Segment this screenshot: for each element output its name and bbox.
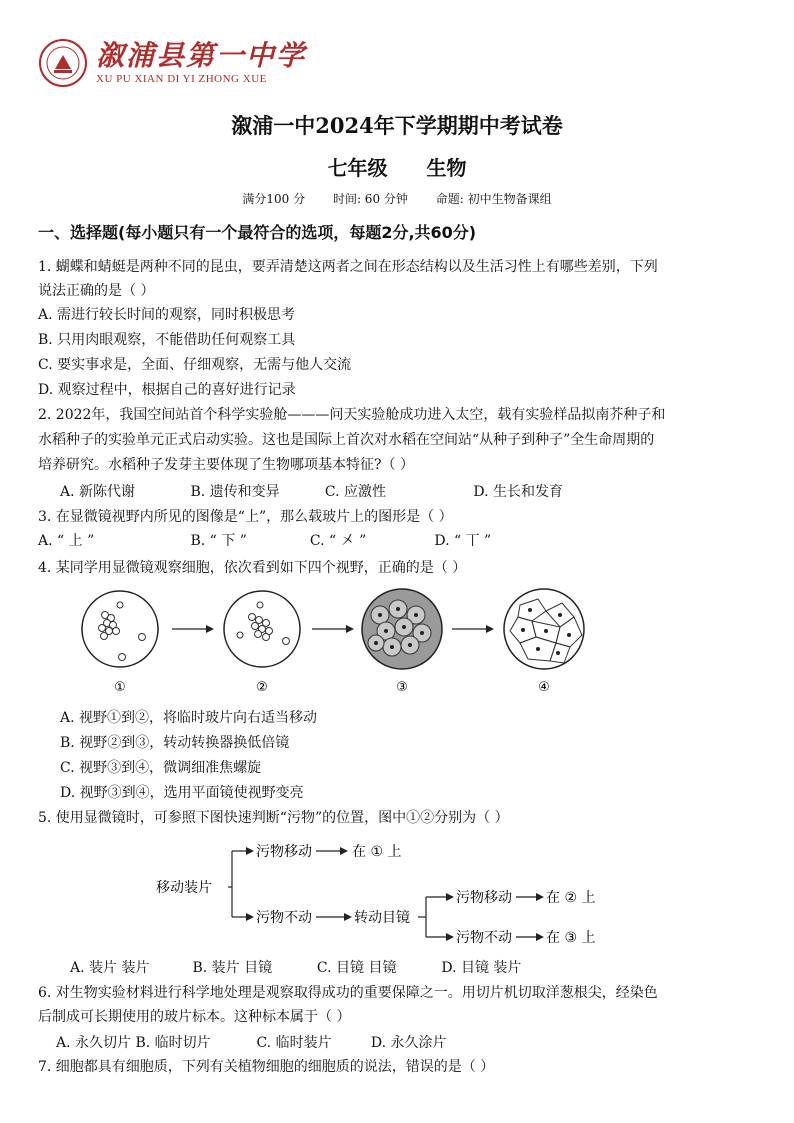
q3-option-a: A. “ 上 ” (38, 533, 95, 549)
q2-stem-3: 培养研究。水稻种子发芽主要体现了生物哪项基本特征?（ ） (38, 457, 414, 473)
flow-dirt-moves-2: 污物移动 (456, 890, 512, 906)
exam-meta (0, 190, 794, 207)
q1-option-c: C. 要实事求是，全面、仔细观察，无需与他人交流 (38, 357, 352, 373)
q6-option-d: D. 永久涂片 (370, 1035, 447, 1051)
q6-stem-2: 后制成可长期使用的玻片标本。这种标本属于（ ） (38, 1009, 351, 1025)
q7-stem: 7. 细胞都具有细胞质，下列有关植物细胞的细胞质的说法，错误的是（ ） (38, 1059, 495, 1075)
q2-option-d: D. 生长和发育 (473, 484, 563, 500)
q3-option-c: C. “ 㐅 ” (309, 533, 367, 549)
field-3 (362, 589, 442, 669)
school-name-en: XU PU XIAN DI YI ZHONG XUE (96, 73, 267, 85)
field-1 (82, 591, 158, 667)
flow-dirt-moves: 污物移动 (256, 844, 312, 860)
exam-time: 时间: 60 分钟 (332, 192, 408, 206)
exam-author: 命题: 初中生物备课组 (435, 192, 552, 206)
q5-option-c: C. 目镜 目镜 (316, 960, 397, 976)
q2-stem-2: 水稻种子的实验单元正式启动实验。这也是国际上首次对水稻在空间站“从种子到种子”全生命周期的 (38, 432, 655, 448)
grade: 七年级 (327, 156, 388, 180)
field-label-1: ① (114, 680, 126, 695)
q1-stem-2: 说法正确的是（ ） (38, 283, 155, 299)
q3-stem: 3. 在显微镜视野内所见的图像是“上”，那么载玻片上的图形是（ ） (38, 509, 453, 525)
exam-subtitle (0, 152, 794, 181)
q2-option-b: B. 遗传和变异 (190, 484, 280, 500)
exam-title: 溆浦一中2024年下学期期中考试卷 (231, 113, 563, 138)
school-logo (38, 38, 306, 88)
q1-stem-1: 1. 蝴蝶和蜻蜓是两种不同的昆虫，要弄清楚这两者之间在形态结构以及生活习性上有哪些差别，下列 (38, 259, 658, 275)
q4-stem: 4. 某同学用显微镜观察细胞，依次看到如下四个视野，正确的是（ ） (38, 560, 467, 576)
flow-dirt-still-2: 污物不动 (456, 930, 512, 946)
q4-option-d: D. 视野③到④，选用平面镜使视野变亮 (60, 785, 304, 801)
q2-option-a: A. 新陈代谢 (60, 484, 136, 500)
q6-option-c: C. 临时装片 (256, 1035, 332, 1051)
subject: 生物 (426, 156, 467, 180)
q4-option-a: A. 视野①到②，将临时玻片向右适当移动 (60, 710, 318, 726)
field-2 (224, 591, 300, 667)
q5-option-a: A. 装片 装片 (70, 960, 150, 976)
q2-stem-1: 2. 2022年，我国空间站首个科学实验舱———问天实验舱成功进入太空，载有实验样品拟南芥种子和 (38, 407, 666, 423)
q3-option-d: D. “ 丅 ” (434, 533, 492, 549)
q6-stem-1: 6. 对生物实验材料进行科学地处理是观察取得成功的重要保障之一。用切片机切取洋葱根尖，经染色 (38, 985, 658, 1001)
q2-options (60, 481, 563, 501)
flow-move-slide: 移动装片 (156, 880, 212, 896)
q6-option-ab: A. 永久切片 B. 临时切片 (56, 1035, 211, 1051)
q2-option-c: C. 应激性 (324, 484, 387, 500)
q5-options (70, 957, 521, 977)
q1-option-a: A. 需进行较长时间的观察，同时积极思考 (38, 307, 296, 323)
flow-on-3: 在 ③ 上 (546, 930, 596, 946)
field-label-3: ③ (396, 680, 408, 695)
q5-option-b: B. 装片 目镜 (192, 960, 273, 976)
field-label-4: ④ (538, 680, 550, 695)
microscope-fields-figure (80, 585, 600, 700)
flow-turn-eyepiece: 转动目镜 (354, 910, 410, 926)
q1-option-d: D. 观察过程中，根据自己的喜好进行记录 (38, 382, 296, 398)
q1-option-b: B. 只用肉眼观察，不能借助任何观察工具 (38, 332, 296, 348)
school-seal-icon (38, 38, 88, 88)
dirt-location-flowchart (150, 835, 620, 953)
flow-on-2: 在 ② 上 (546, 890, 596, 906)
q5-option-d: D. 目镜 装片 (441, 960, 522, 976)
q6-options (56, 1032, 447, 1052)
full-score: 满分100 分 (242, 192, 306, 206)
field-label-2: ② (256, 680, 268, 695)
school-name-cn: 溆浦县第一中学 (96, 39, 307, 72)
q3-options (38, 530, 491, 550)
q4-option-b: B. 视野②到③，转动转换器换低倍镜 (60, 735, 290, 751)
section-heading: 一、选择题(每小题只有一个最符合的选项，每题2分,共60分) (38, 223, 477, 242)
q5-stem: 5. 使用显微镜时，可参照下图快速判断“污物”的位置，图中①②分别为（ ） (38, 810, 509, 826)
q3-option-b: B. “ 下 ” (190, 533, 247, 549)
flow-on-1: 在 ① 上 (352, 844, 402, 860)
flow-dirt-still: 污物不动 (256, 910, 312, 926)
q4-option-c: C. 视野③到④，微调细准焦螺旋 (60, 760, 262, 776)
field-4 (504, 589, 584, 669)
